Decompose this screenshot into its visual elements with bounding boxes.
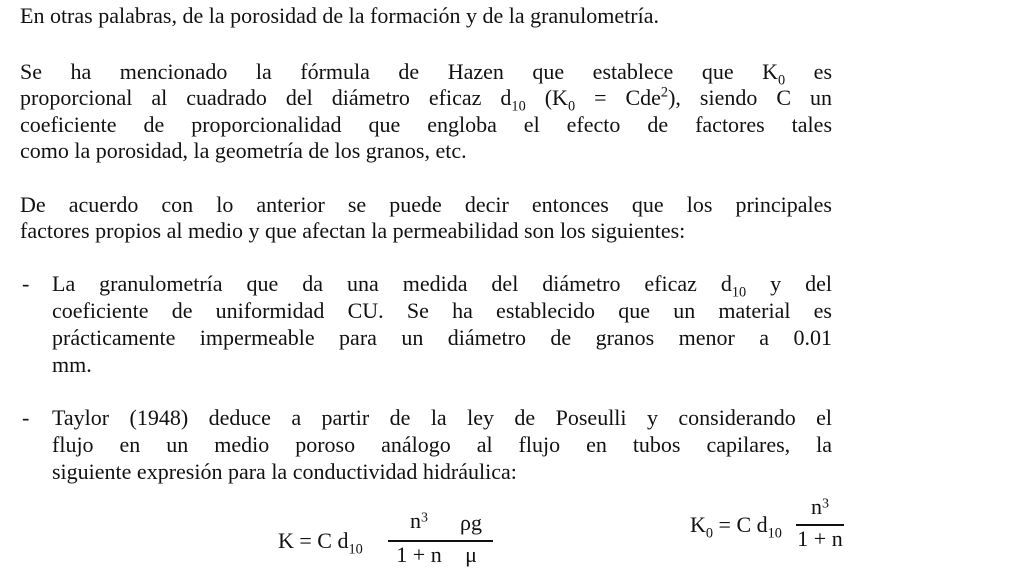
formula1-den1: 1 + n bbox=[396, 542, 442, 567]
bullet-dash-1: - bbox=[22, 271, 30, 296]
intro-text: En otras palabras, de la porosidad de la formación y de la granulometría. bbox=[20, 3, 659, 28]
bullet2-line-3: siguiente expresión para la conductividad hidráulica: bbox=[52, 459, 517, 484]
formula2-den: 1 + n bbox=[797, 526, 843, 551]
hazen-line-2: proporcional al cuadrado del diámetro eficaz $d_{10}$ $(K_0 = Cde^2)$, siendo C un bbox=[20, 84, 832, 115]
formula1-num2: ρg bbox=[460, 510, 482, 535]
formula2-num: $n^3$ bbox=[811, 494, 829, 519]
hazen-line-1: Se ha mencionado la fórmula de Hazen que establece que $K_0$ es bbox=[20, 59, 833, 89]
factors-line-2: factores propios al medio y que afectan la permeabilidad son los siguientes: bbox=[20, 218, 686, 243]
formula1-den2: μ bbox=[465, 542, 477, 567]
factors-line-1: De acuerdo con lo anterior se puede decir entonces que los principales bbox=[20, 192, 832, 217]
hazen-line-3: coeficiente de proporcionalidad que engloba el efecto de factores tales bbox=[20, 112, 832, 137]
bullet2-line-2: flujo en un medio poroso análogo al flujo en tubos capilares, la bbox=[52, 432, 832, 457]
bullet1-line-1: La granulometría que da una medida del diámetro eficaz $d_{10}$ y del bbox=[52, 271, 832, 301]
bullet1-line-3: prácticamente impermeable para un diámetro de granos menor a 0.01 bbox=[52, 325, 832, 350]
bullet2-line-1: Taylor (1948) deduce a partir de la ley de Poseulli y considerando el bbox=[52, 405, 832, 430]
bullet1-line-2: coeficiente de uniformidad CU. Se ha establecido que un material es bbox=[52, 298, 832, 323]
hazen-line-4: como la porosidad, la geometría de los granos, etc. bbox=[20, 138, 467, 163]
bullet-dash-2: - bbox=[22, 405, 30, 430]
formula2-lhs: $K_0 = C$ $d_{10}$ bbox=[690, 512, 782, 542]
bullet1-line-4: mm. bbox=[52, 352, 92, 377]
formula1-num1: $n^3$ bbox=[410, 508, 428, 533]
formula1-lhs: K = C $d_{10}$ bbox=[278, 528, 363, 558]
